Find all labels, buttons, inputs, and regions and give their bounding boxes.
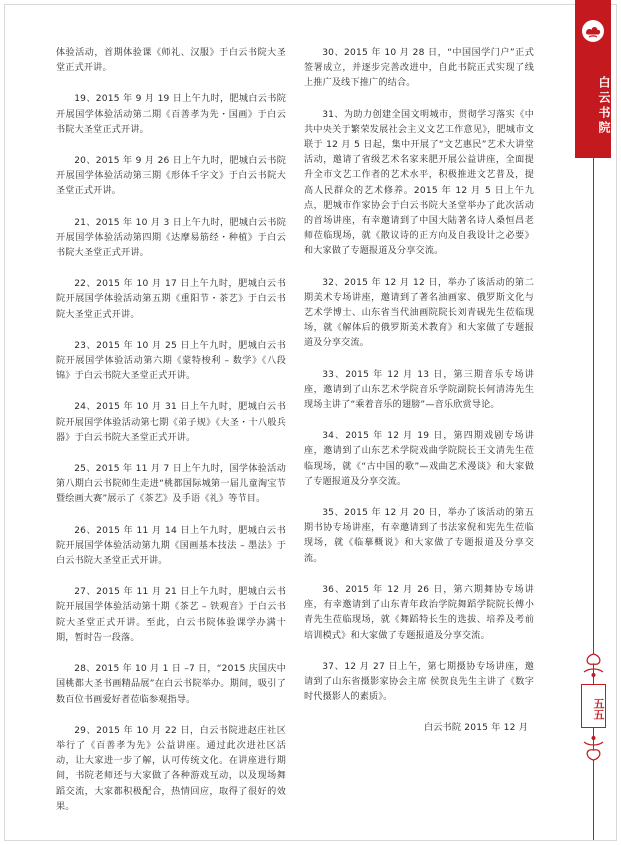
paragraph: 24、2015 年 10 月 31 日上午九时，肥城白云书院开展国学体验活动第七期《弟子规》《大圣・十八般兵器》于白云书院大圣堂正式开讲。 xyxy=(56,402,286,443)
signature: 白云书院 2015 年 12 月 xyxy=(423,723,528,734)
paragraph: 27、2015 年 11 月 21 日上午九时，肥城白云书院开展国学体验活动第十期《茶艺 – 铁观音》于白云书院大圣堂正式开讲。至此，白云书院体验课学办满十期，暂时告一段落。 xyxy=(56,587,286,643)
left-column xyxy=(56,46,286,831)
side-rule-lower xyxy=(593,770,594,840)
paragraph: 31、为助力创建全国文明城市，贯彻学习落实《中共中央关于繁荣发展社会主义文艺工作意见》，肥城市文联于 12 月 5 日起，集中开展了“文艺惠民”艺术大讲堂活动，邀请了省级艺术名家来肥开展公益讲座，全面提升全市文艺工作者的艺术水平，积极推进文艺普及，提高人民群众的艺术修养。2015 年 12 月 5 日上午九点，肥城市作家协会于白云书院大圣堂举办了此次活动的首场讲座，有幸邀请到了中国大陆著名诗人桑恒昌老师莅临现场，就《散议诗的正方向及自我设计之必要》和大家做了专题报道及分享交流。 xyxy=(304,109,534,257)
paragraph: 26、2015 年 11 月 14 日上午九时，肥城白云书院开展国学体验活动第九期《国画基本技法 – 墨法》于白云书院大圣堂正式开讲。 xyxy=(56,525,286,567)
paragraph: 37、12 月 27 日上午，第七期摄协专场讲座，邀请到了山东省摄影家协会主席 侯贺良先生主讲了《数字时代摄影人的素质》。 xyxy=(304,661,534,703)
paragraph: 32、2015 年 12 月 12 日，举办了该活动的第二期美术专场讲座，邀请到了著名油画家、俄罗斯文化与艺术学博士、山东省当代油画院院长刘青砚先生莅临现场，就《解体后的俄罗斯美术教育》和大家做了专题报道及分享交流。 xyxy=(304,277,534,349)
paragraph: 体验活动，首期体验课《师礼、汉服》于白云书院大圣堂正式开讲。 xyxy=(56,48,286,74)
paragraph: 28、2015 年 10 月 1 日 –7 日，“2015 庆国庆中国桃都大圣书画精品展”在白云书院举办。期间，吸引了数百位书画爱好者莅临参观指导。 xyxy=(56,664,286,705)
paragraph: 30、2015 年 10 月 28 日，“中国国学门户”正式签署成立，并逐步完善改进中，自此书院正式实现了线上推广及线下推广的结合。 xyxy=(304,48,534,89)
paragraph: 33、2015 年 12 月 13 日，第三期音乐专场讲座，邀请到了山东艺术学院音乐学院副院长何清涛先生现场主讲了“乘着音乐的翅膀”—音乐欣赏导论。 xyxy=(304,369,534,411)
paragraph: 29、2015 年 10 月 22 日，白云书院进赵庄社区举行了《百善孝为先》公益讲座。通过此次进社区活动，让大家进一步了解，认可传统文化。在讲座进行期间，书院老师还与大家做了各种游戏互动，以及现场舞蹈交流，大家都积极配合，热情回应，取得了很好的效果。 xyxy=(56,725,286,812)
paragraph: 20、2015 年 9 月 26 日上午九时，肥城白云书院开展国学体验活动第三期《形体千字文》于白云书院大圣堂正式开讲。 xyxy=(56,156,286,197)
paragraph: 35、2015 年 12 月 20 日，举办了该活动的第五期书协专场讲座，有幸邀请到了书法家倪和宪先生莅临现场，就《临摹概说》和大家做了专题报道及分享交流。 xyxy=(304,508,534,564)
side-rule-upper xyxy=(593,158,594,644)
paragraph: 34、2015 年 12 月 19 日，第四期戏剧专场讲座，邀请到了山东艺术学院戏曲学院院长王文清先生莅临现场，就《“古中国的歌”—戏曲艺术漫谈》和大家做了专题报道及分享交流。 xyxy=(304,431,534,487)
sidebar-title: 白云书院 xyxy=(597,76,611,136)
ornament-bottom-icon xyxy=(581,728,606,770)
ornament-top-icon xyxy=(581,644,606,684)
paragraph: 23、2015 年 10 月 25 日上午九时，肥城白云书院开展国学体验活动第六期《蒙特梭利 – 数学》《八段锦》于白云书院大圣堂正式开讲。 xyxy=(56,340,286,382)
page-number-ornament xyxy=(581,644,606,770)
paragraph: 19、2015 年 9 月 19 日上午九时，肥城白云书院开展国学体验活动第二期《百善孝为先・国画》于白云书院大圣堂正式开讲。 xyxy=(56,94,286,135)
paragraph: 25、2015 年 11 月 7 日上午九时，国学体验活动第八期白云书院师生走进“桃都国际城第一届儿童淘宝节暨绘画大赛”展示了《茶艺》及手语《礼》等节目。 xyxy=(56,464,286,505)
right-column xyxy=(304,46,534,737)
paragraph: 22、2015 年 10 月 17 日上午九时，肥城白云书院开展国学体验活动第五期《重阳节・茶艺》于白云书院大圣堂正式开讲。 xyxy=(56,279,286,320)
paragraph: 36、2015 年 12 月 26 日，第六期舞协专场讲座，有幸邀请到了山东青年政治学院舞蹈学院院长傅小青先生莅临现场，就《舞蹈特长生的选拔、培养及考前培训模式》和大家做了专题报道及分享交流。 xyxy=(304,584,534,641)
page-number: 五五 xyxy=(581,684,606,728)
paragraph: 21、2015 年 10 月 3 日上午九时，肥城白云书院开展国学体验活动第四期《达摩易筋经・种植》于白云书院大圣堂正式开讲。 xyxy=(56,217,286,259)
cloud-logo-icon xyxy=(580,18,606,44)
sidebar-ribbon xyxy=(575,0,611,158)
